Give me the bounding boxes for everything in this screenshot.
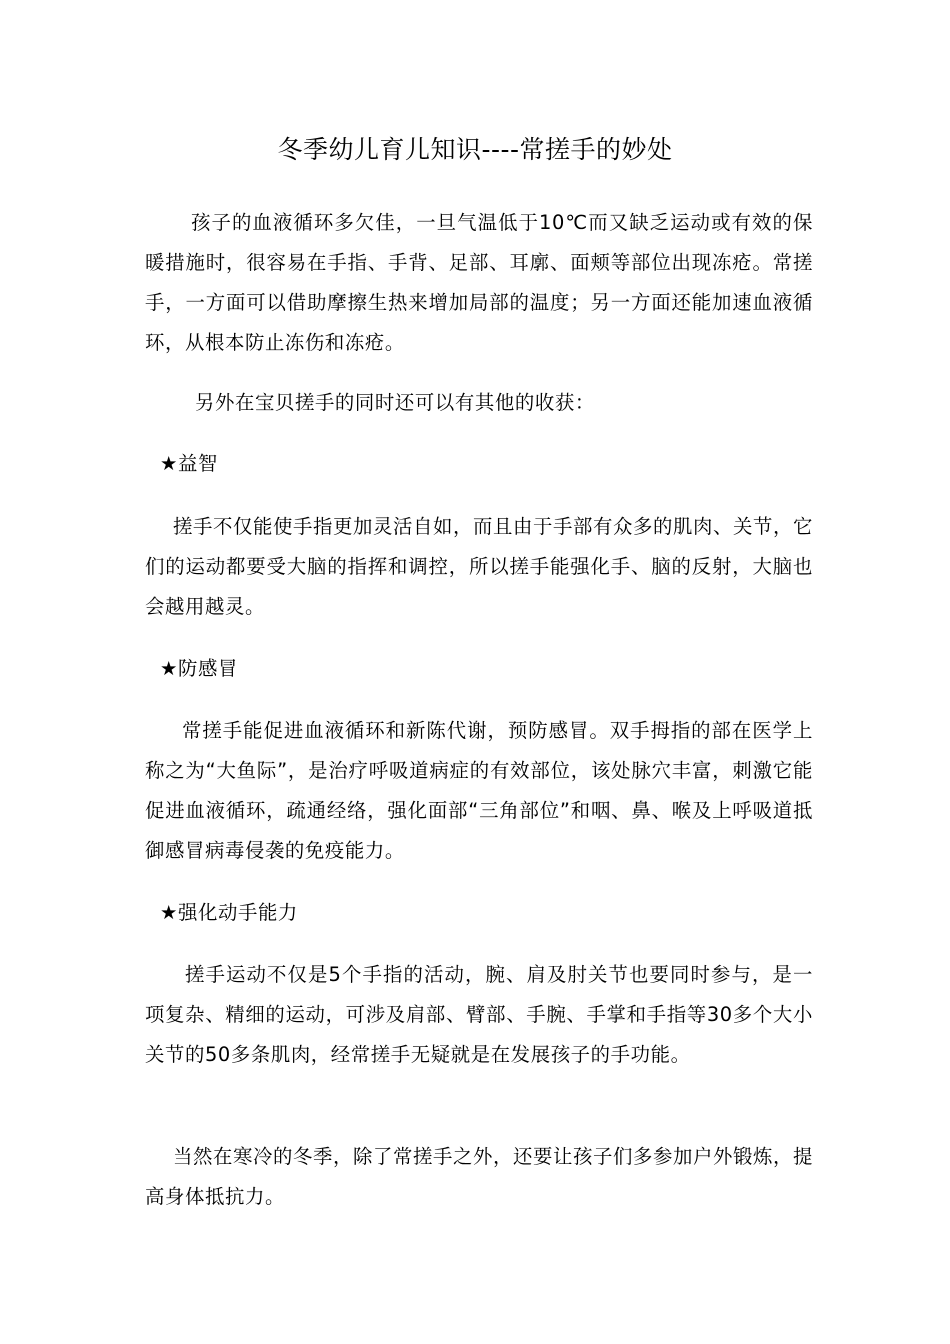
closing-paragraph: 当然在寒冷的冬季，除了常搓手之外，还要让孩子们多参加户外锻炼，提高身体抵抗力。 <box>145 1145 813 1208</box>
section-body-dongshou: 搓手运动不仅是5个手指的活动，腕、肩及肘关节也要同时参与，是一项复杂、精细的运动，可涉及肩部、臂部、手腕、手掌和手指等30多个大小关节的50多条肌肉，经常搓手无疑就是在发展孩子的手功能。 <box>145 963 813 1066</box>
section-heading-fangganmao: ★防感冒 <box>160 657 238 680</box>
section-heading-yizhi: ★益智 <box>160 452 218 475</box>
section-body-yizhi: 搓手不仅能使手指更加灵活自如，而且由于手部有众多的肌肉、关节，它们的运动都要受大脑的指挥和调控，所以搓手能强化手、脑的反射，大脑也会越用越灵。 <box>145 515 813 618</box>
section-body-fangganmao: 常搓手能促进血液循环和新陈代谢，预防感冒。双手拇指的部在医学上称之为“大鱼际”，是治疗呼吸道病症的有效部位，该处脉穴丰富，刺激它能促进血液循环，疏通经络，强化面部“三角部位”和咽、鼻、喉及上呼吸道抵御感冒病毒侵袭的免疫能力。 <box>145 719 813 862</box>
document-title: 冬季幼儿育儿知识----常搓手的妙处 <box>277 135 673 164</box>
section-heading-dongshou: ★强化动手能力 <box>160 901 298 924</box>
lead-in-paragraph: 另外在宝贝搓手的同时还可以有其他的收获： <box>195 391 595 414</box>
intro-paragraph: 孩子的血液循环多欠佳，一旦气温低于10℃而又缺乏运动或有效的保暖措施时，很容易在手指、手背、足部、耳廓、面颊等部位出现冻疮。常搓手，一方面可以借助摩擦生热来增加局部的温度；另一方面还能加速血液循环，从根本防止冻伤和冻疮。 <box>145 211 813 354</box>
